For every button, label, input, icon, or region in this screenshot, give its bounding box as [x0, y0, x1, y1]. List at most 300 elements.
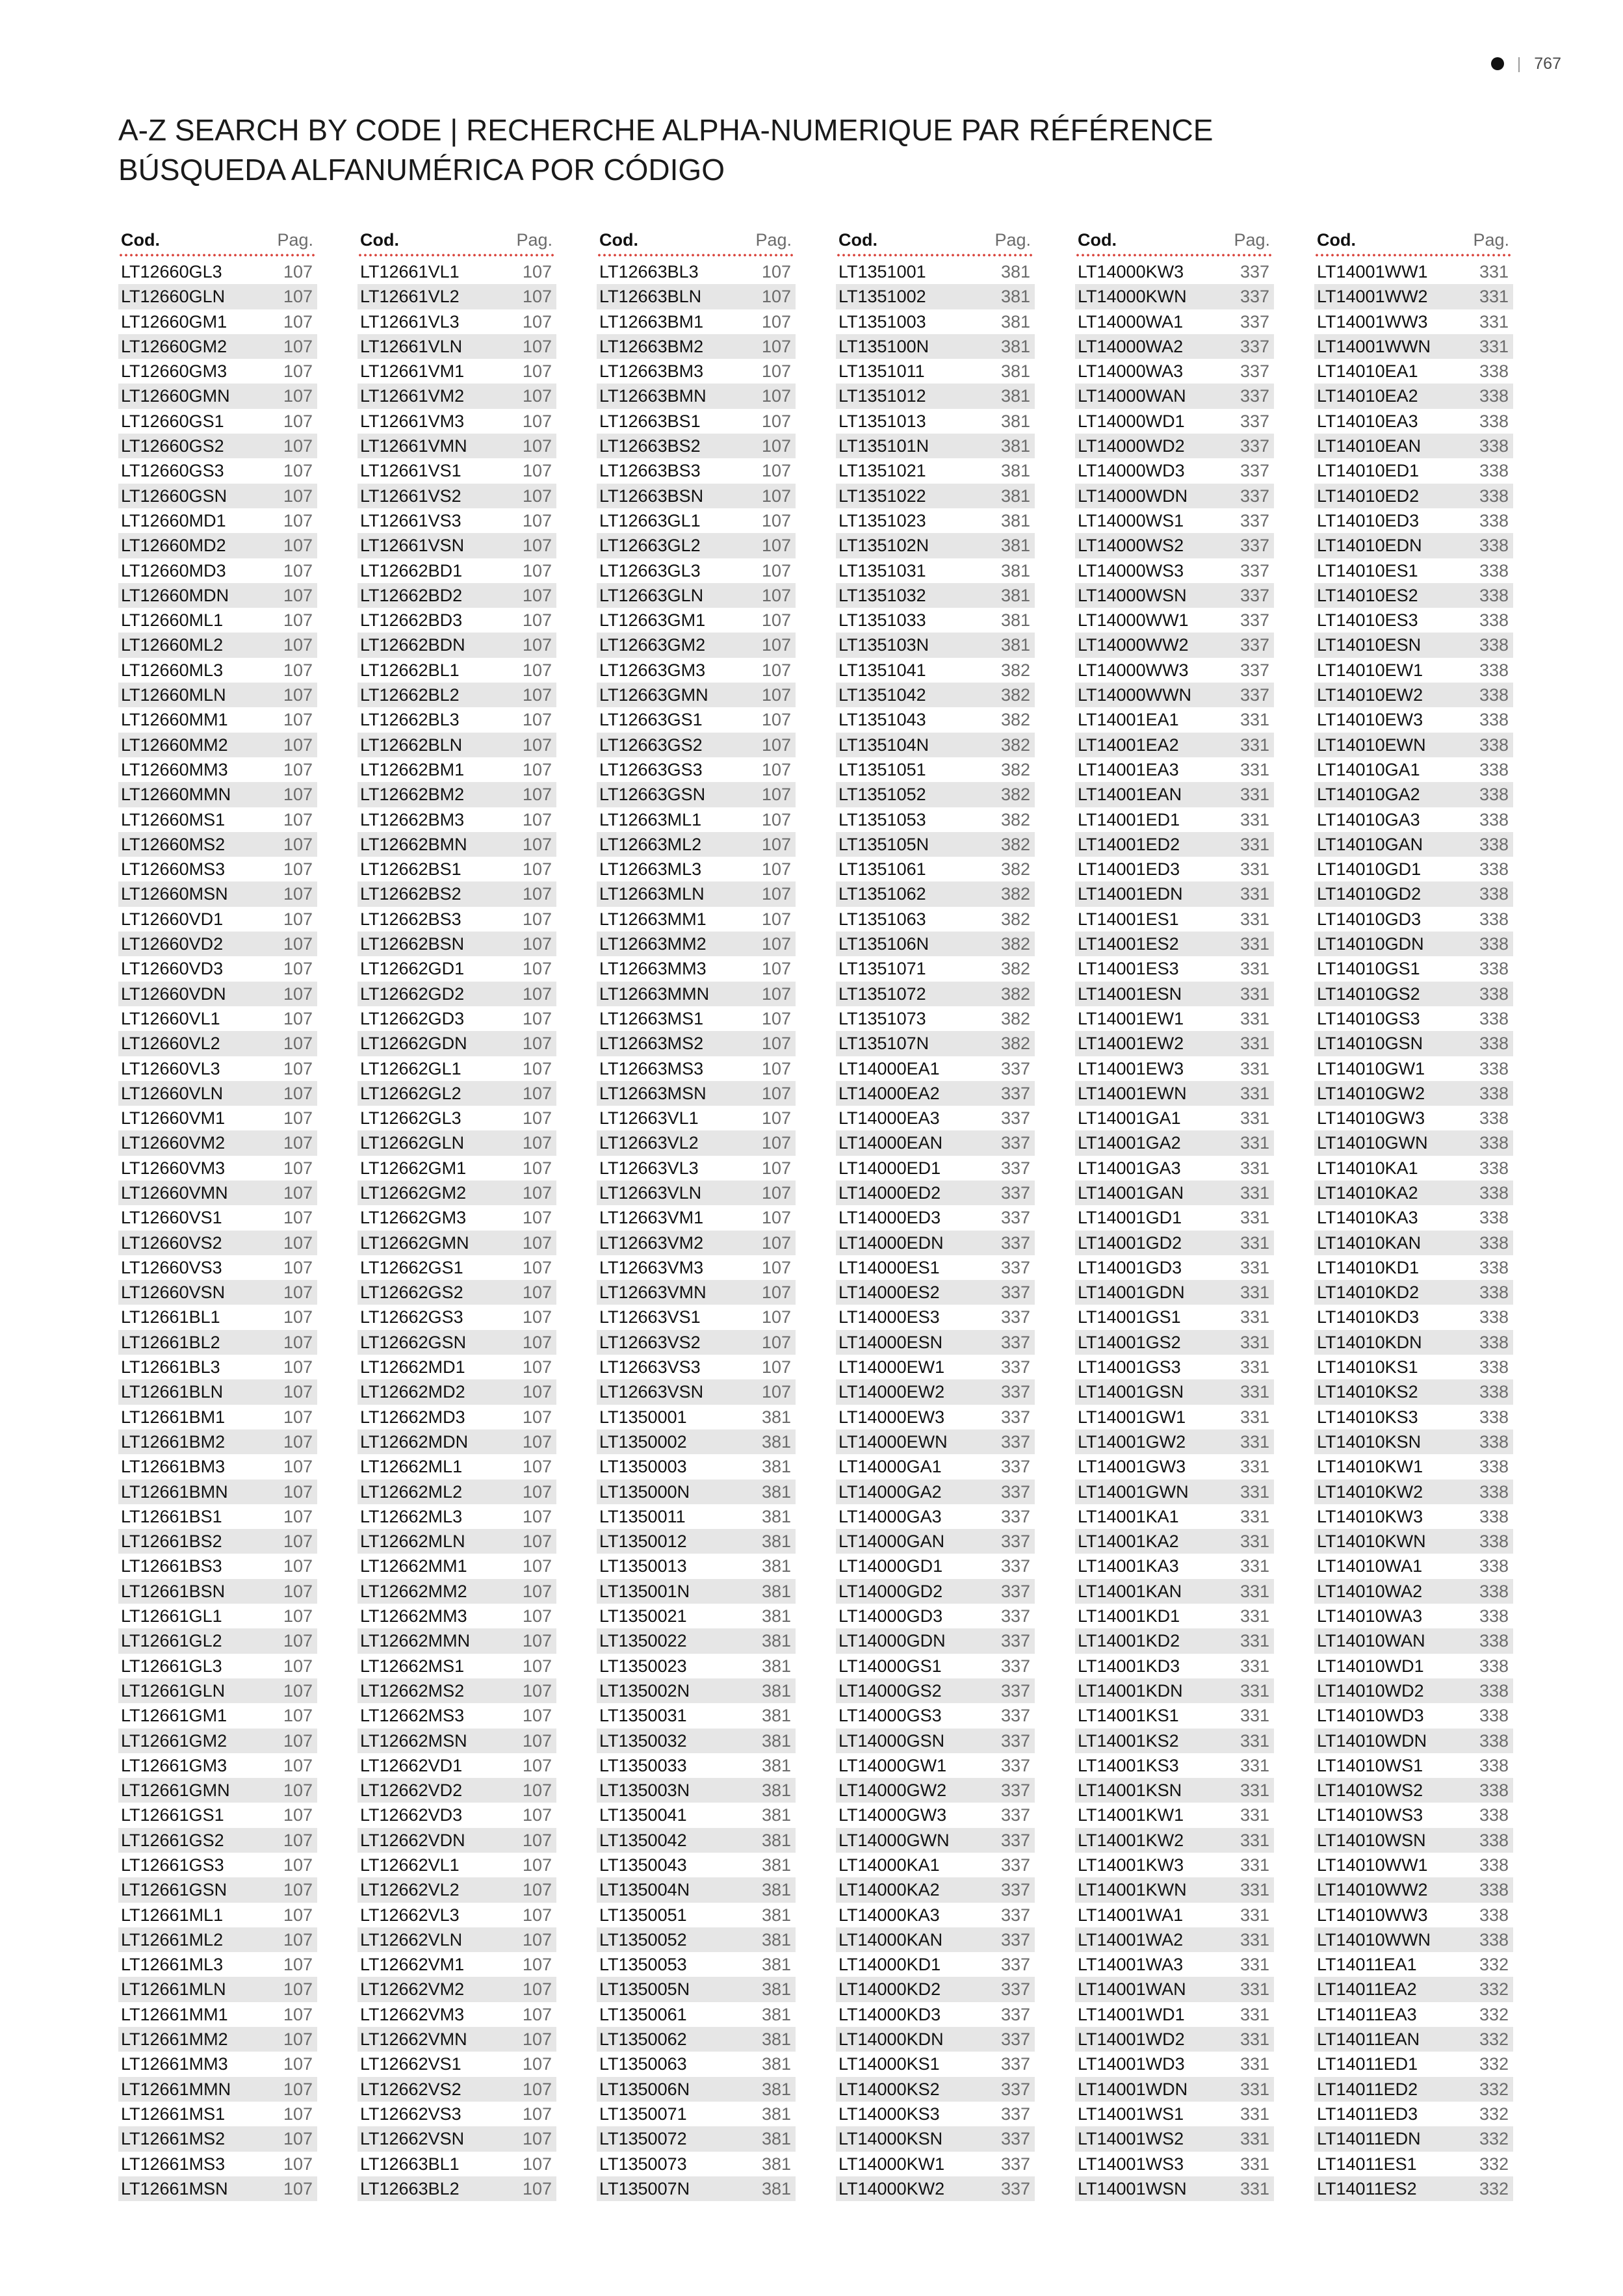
page-cell: 107 — [522, 1182, 552, 1203]
code-cell: LT14001WS2 — [1078, 2129, 1184, 2149]
code-cell: LT14000KSN — [838, 2129, 943, 2149]
code-cell: LT12663VL2 — [599, 1133, 699, 1153]
table-row — [1314, 1604, 1513, 1628]
code-cell: LT12662BS3 — [360, 909, 461, 929]
code-cell: LT14001GW2 — [1078, 1431, 1186, 1452]
page-cell: 107 — [283, 1108, 313, 1128]
code-cell: LT12662MD3 — [360, 1407, 465, 1427]
table-row — [836, 1529, 1035, 1554]
page-cell: 107 — [283, 1581, 313, 1601]
table-row — [357, 1031, 556, 1056]
code-cell: LT12663VS3 — [599, 1357, 701, 1377]
page-cell: 107 — [283, 411, 313, 431]
page-cell: 107 — [283, 1407, 313, 1427]
page-cell: 331 — [1240, 1182, 1269, 1203]
code-cell: LT135002N — [599, 1680, 690, 1701]
table-row — [357, 1977, 556, 2002]
table-row — [118, 2052, 317, 2076]
code-cell: LT14000WDN — [1078, 486, 1188, 506]
code-cell: LT14011EA2 — [1317, 1979, 1417, 2000]
page-cell: 107 — [283, 1781, 313, 1801]
table-row — [118, 484, 317, 508]
code-cell: LT12661BS3 — [121, 1556, 222, 1576]
table-row — [1314, 1205, 1513, 1230]
column-rows — [597, 259, 796, 2201]
page-cell: 331 — [1240, 2129, 1269, 2149]
code-cell: LT12662BM1 — [360, 759, 465, 779]
page-cell: 107 — [283, 610, 313, 631]
table-row — [597, 683, 796, 707]
page-cell: 337 — [1000, 1581, 1030, 1601]
table-row — [118, 832, 317, 857]
page-cell: 337 — [1000, 2104, 1030, 2124]
code-cell: LT14001WD3 — [1078, 2054, 1185, 2074]
table-row — [1314, 982, 1513, 1006]
table-row — [1075, 1903, 1274, 1927]
code-cell: LT14000GSN — [838, 1730, 945, 1751]
page-cell: 331 — [1240, 2154, 1269, 2174]
table-row — [357, 932, 556, 956]
table-row — [597, 2027, 796, 2052]
code-cell: LT14001KA3 — [1078, 1556, 1179, 1576]
page-cell: 107 — [283, 884, 313, 904]
table-row — [357, 484, 556, 508]
code-cell: LT12660MS1 — [121, 809, 226, 829]
page-cell: 331 — [1240, 1431, 1269, 1452]
table-row — [836, 907, 1035, 932]
table-row — [1314, 409, 1513, 434]
table-row — [1075, 2126, 1274, 2151]
table-row — [1314, 683, 1513, 707]
code-cell: LT14000WAN — [1078, 386, 1186, 406]
code-cell: LT14001WA2 — [1078, 1929, 1184, 1950]
page-cell: 107 — [522, 1133, 552, 1153]
page-cell: 332 — [1479, 1979, 1509, 2000]
table-row — [1314, 284, 1513, 309]
page-cell: 337 — [1000, 1781, 1030, 1801]
code-cell: LT12662BL3 — [360, 710, 460, 730]
table-row — [836, 1903, 1035, 1927]
page-cell: 338 — [1479, 1108, 1509, 1128]
code-cell: LT12661BM3 — [121, 1457, 226, 1477]
table-row — [118, 1006, 317, 1031]
table-row — [357, 1927, 556, 1952]
page-cell: 337 — [1000, 1208, 1030, 1228]
table-row — [597, 1579, 796, 1604]
table-row — [1075, 1927, 1274, 1952]
page-cell: 338 — [1479, 735, 1509, 755]
table-row — [836, 1231, 1035, 1255]
code-cell: LT12661MSN — [121, 2178, 228, 2198]
code-cell: LT14001GD2 — [1078, 1233, 1182, 1253]
page-cell: 107 — [522, 1457, 552, 1477]
table-row — [1075, 484, 1274, 508]
page-cell: 331 — [1240, 1008, 1269, 1028]
table-row — [836, 583, 1035, 608]
table-row — [357, 2002, 556, 2027]
page-cell: 107 — [522, 560, 552, 581]
code-cell: LT14000GDN — [838, 1631, 946, 1651]
page-cell: 107 — [761, 610, 791, 631]
page-cell: 107 — [522, 1805, 552, 1825]
table-row — [1314, 1927, 1513, 1952]
code-cell: LT14000KA3 — [838, 1905, 940, 1925]
code-cell: LT12660VSN — [121, 1283, 226, 1303]
page-cell: 107 — [283, 486, 313, 506]
table-row — [357, 1405, 556, 1429]
code-cell: LT12660VDN — [121, 984, 226, 1004]
page-cell: 331 — [1240, 909, 1269, 929]
code-cell: LT14001GA1 — [1078, 1108, 1181, 1128]
page-cell: 107 — [283, 685, 313, 705]
page-cell: 338 — [1479, 934, 1509, 954]
table-row — [836, 2027, 1035, 2052]
table-row — [118, 1156, 317, 1181]
code-cell: LT12662MM1 — [360, 1556, 467, 1576]
table-row — [118, 683, 317, 707]
page-cell: 338 — [1479, 1407, 1509, 1427]
table-row — [357, 508, 556, 533]
code-cell: LT14001EW2 — [1078, 1034, 1184, 1054]
code-cell: LT12662GS2 — [360, 1283, 463, 1303]
page-cell: 331 — [1240, 1506, 1269, 1526]
code-cell: LT12663ML3 — [599, 859, 702, 880]
page-cell: 107 — [761, 1083, 791, 1103]
code-cell: LT1351012 — [838, 386, 926, 406]
table-row — [597, 458, 796, 483]
code-cell: LT14001ESN — [1078, 984, 1182, 1004]
table-row — [1075, 1130, 1274, 1155]
page-cell: 107 — [761, 1182, 791, 1203]
code-cell: LT14001EW3 — [1078, 1058, 1184, 1078]
table-row — [1314, 1379, 1513, 1404]
column-header — [357, 226, 556, 257]
table-row — [836, 1379, 1035, 1404]
code-cell: LT14010KD1 — [1317, 1257, 1420, 1277]
table-row — [597, 284, 796, 309]
table-row — [597, 832, 796, 857]
code-cell: LT12662BL2 — [360, 685, 460, 705]
column-header-page: Pag. — [755, 230, 792, 250]
table-row — [836, 508, 1035, 533]
table-row — [836, 309, 1035, 334]
table-row — [1075, 1255, 1274, 1280]
table-row — [836, 259, 1035, 284]
table-row — [597, 1031, 796, 1056]
code-cell: LT14000GS3 — [838, 1706, 942, 1726]
code-cell: LT12662GM2 — [360, 1182, 467, 1203]
page-cell: 107 — [522, 2154, 552, 2174]
table-row — [836, 2152, 1035, 2176]
table-row — [597, 857, 796, 881]
page-cell: 338 — [1479, 361, 1509, 382]
table-row — [118, 284, 317, 309]
table-row — [1075, 1828, 1274, 1853]
table-row — [118, 1330, 317, 1355]
table-row — [357, 1156, 556, 1181]
table-row — [836, 1927, 1035, 1952]
code-cell: LT14010EA1 — [1317, 361, 1418, 382]
code-cell: LT12662MLN — [360, 1532, 465, 1552]
page-cell: 107 — [522, 710, 552, 730]
page-cell: 107 — [283, 386, 313, 406]
code-cell: LT14010KA3 — [1317, 1208, 1418, 1228]
table-row — [597, 1231, 796, 1255]
page-cell: 107 — [522, 2054, 552, 2074]
page-cell: 337 — [1000, 1532, 1030, 1552]
column-header — [1314, 226, 1513, 257]
table-row — [357, 1231, 556, 1255]
code-cell: LT12662MS1 — [360, 1656, 465, 1676]
index-column — [597, 226, 796, 2201]
page-number-separator: | — [1516, 55, 1522, 73]
table-row — [118, 1903, 317, 1927]
table-row — [1075, 458, 1274, 483]
table-row — [1075, 1628, 1274, 1653]
page-cell: 331 — [1240, 1706, 1269, 1726]
code-cell: LT12663GL3 — [599, 560, 701, 581]
code-cell: LT12660MD2 — [121, 536, 226, 556]
code-cell: LT12660GS1 — [121, 411, 224, 431]
table-row — [597, 1753, 796, 1778]
page-cell: 382 — [1000, 1008, 1030, 1028]
page-cell: 337 — [1000, 1830, 1030, 1850]
code-cell: LT12662VM1 — [360, 1955, 465, 1975]
page-cell: 107 — [283, 1208, 313, 1228]
page-cell: 381 — [761, 1581, 791, 1601]
code-cell: LT12661GMN — [121, 1781, 230, 1801]
page-cell: 382 — [1000, 710, 1030, 730]
table-row — [597, 1628, 796, 1653]
code-cell: LT12662VD1 — [360, 1755, 463, 1775]
page-cell: 107 — [761, 1208, 791, 1228]
code-cell: LT12663MS1 — [599, 1008, 704, 1028]
page-cell: 107 — [283, 2104, 313, 2124]
table-row — [597, 1006, 796, 1031]
page-cell: 337 — [1000, 1631, 1030, 1651]
page-cell: 107 — [522, 1158, 552, 1178]
table-row — [357, 1877, 556, 1902]
code-cell: LT1350073 — [599, 2154, 687, 2174]
bullet-icon — [1491, 57, 1504, 70]
page-cell: 107 — [761, 759, 791, 779]
code-cell: LT12660VD1 — [121, 909, 224, 929]
table-row — [1314, 2102, 1513, 2126]
table-row — [118, 1753, 317, 1778]
page-cell: 338 — [1479, 1257, 1509, 1277]
page-cell: 337 — [1000, 2129, 1030, 2149]
table-row — [836, 1106, 1035, 1130]
table-row — [836, 1305, 1035, 1329]
code-cell: LT12663BS2 — [599, 436, 701, 456]
code-cell: LT12663MLN — [599, 884, 705, 904]
code-cell: LT12662GDN — [360, 1034, 467, 1054]
page-cell: 381 — [1000, 336, 1030, 356]
code-cell: LT12662MM2 — [360, 1581, 467, 1601]
table-row — [118, 1604, 317, 1628]
table-row — [836, 384, 1035, 408]
page-cell: 107 — [761, 411, 791, 431]
table-row — [597, 1081, 796, 1106]
code-cell: LT1350013 — [599, 1556, 687, 1576]
code-cell: LT14000GD3 — [838, 1606, 943, 1626]
code-cell: LT12662GLN — [360, 1133, 465, 1153]
code-cell: LT14000EW3 — [838, 1407, 945, 1427]
table-row — [836, 2002, 1035, 2027]
page-cell: 381 — [761, 1457, 791, 1477]
page-cell: 381 — [761, 1855, 791, 1875]
page-cell: 331 — [1240, 2029, 1269, 2050]
code-cell: LT12660MS2 — [121, 834, 226, 854]
page-cell: 338 — [1479, 1083, 1509, 1103]
table-row — [118, 384, 317, 408]
table-row — [597, 1454, 796, 1479]
code-cell: LT14001WW3 — [1317, 311, 1428, 332]
table-row — [597, 633, 796, 657]
table-row — [1075, 832, 1274, 857]
table-row — [357, 1579, 556, 1604]
page-cell: 107 — [522, 635, 552, 655]
page-cell: 331 — [1240, 1581, 1269, 1601]
table-row — [118, 1255, 317, 1280]
table-row — [1314, 1504, 1513, 1529]
code-cell: LT12663GM2 — [599, 635, 706, 655]
page-title-line-1: A-Z SEARCH BY CODE | RECHERCHE ALPHA-NUMERIQUE PAR RÉFÉRENCE — [118, 113, 1214, 147]
code-cell: LT12663BSN — [599, 486, 704, 506]
table-row — [1075, 1006, 1274, 1031]
code-cell: LT14000GWN — [838, 1830, 950, 1850]
column-rows — [1314, 259, 1513, 2201]
code-cell: LT135001N — [599, 1581, 690, 1601]
page-cell: 331 — [1240, 1257, 1269, 1277]
code-cell: LT12663GM1 — [599, 610, 706, 631]
table-row — [597, 583, 796, 608]
table-row — [1314, 932, 1513, 956]
page-cell: 338 — [1479, 1182, 1509, 1203]
code-cell: LT12663BM3 — [599, 361, 704, 382]
table-row — [357, 309, 556, 334]
page-cell: 107 — [522, 1581, 552, 1601]
page-cell: 331 — [1240, 1656, 1269, 1676]
table-row — [597, 1504, 796, 1529]
table-row — [118, 1280, 317, 1305]
table-row — [836, 857, 1035, 881]
table-row — [1314, 757, 1513, 782]
code-cell: LT14001GA3 — [1078, 1158, 1181, 1178]
page-cell: 338 — [1479, 1283, 1509, 1303]
page-cell: 381 — [761, 1506, 791, 1526]
page-cell: 331 — [1240, 1382, 1269, 1402]
table-row — [118, 807, 317, 832]
code-cell: LT14000ES3 — [838, 1307, 940, 1327]
table-row — [1314, 1156, 1513, 1181]
code-cell: LT12662BS2 — [360, 884, 461, 904]
code-cell: LT14001EA1 — [1078, 710, 1179, 730]
page-cell: 107 — [283, 287, 313, 307]
table-row — [597, 434, 796, 458]
page-cell: 331 — [1240, 2079, 1269, 2099]
table-row — [597, 409, 796, 434]
code-cell: LT14001GA2 — [1078, 1133, 1181, 1153]
page-cell: 338 — [1479, 461, 1509, 481]
code-cell: LT12662VSN — [360, 2129, 465, 2149]
code-cell: LT14000KD2 — [838, 1979, 941, 2000]
code-cell: LT14001KS2 — [1078, 1730, 1179, 1751]
table-row — [357, 832, 556, 857]
table-row — [836, 1454, 1035, 1479]
page-cell: 381 — [761, 1979, 791, 2000]
table-row — [1075, 807, 1274, 832]
code-cell: LT14001WW2 — [1317, 287, 1428, 307]
table-row — [357, 807, 556, 832]
page-cell: 107 — [522, 660, 552, 680]
page-cell: 338 — [1479, 1382, 1509, 1402]
table-row — [357, 1130, 556, 1155]
table-row — [1314, 309, 1513, 334]
code-cell: LT14001GW3 — [1078, 1457, 1186, 1477]
table-row — [118, 1828, 317, 1853]
code-cell: LT1350052 — [599, 1929, 687, 1950]
page-cell: 107 — [761, 461, 791, 481]
table-row — [118, 1703, 317, 1728]
page-cell: 338 — [1479, 959, 1509, 979]
page-cell: 107 — [522, 859, 552, 880]
table-row — [1075, 1280, 1274, 1305]
table-row — [1075, 1106, 1274, 1130]
page-cell: 107 — [283, 1680, 313, 1701]
table-row — [118, 1480, 317, 1504]
page-cell: 107 — [522, 1656, 552, 1676]
page-cell: 338 — [1479, 560, 1509, 581]
page-cell: 381 — [761, 1680, 791, 1701]
table-row — [118, 881, 317, 906]
code-cell: LT14010GWN — [1317, 1133, 1428, 1153]
table-row — [597, 1355, 796, 1379]
code-cell: LT1350031 — [599, 1706, 687, 1726]
page-cell: 338 — [1479, 1332, 1509, 1352]
page-cell: 331 — [1240, 984, 1269, 1004]
code-cell: LT14010WW2 — [1317, 1880, 1428, 1900]
table-row — [836, 1006, 1035, 1031]
code-cell: LT14000KDN — [838, 2029, 944, 2050]
code-cell: LT1351032 — [838, 585, 926, 605]
code-cell: LT14001KD3 — [1078, 1656, 1180, 1676]
code-cell: LT1350012 — [599, 1532, 687, 1552]
table-row — [118, 2126, 317, 2151]
code-cell: LT12661VMN — [360, 436, 467, 456]
code-cell: LT14010WA3 — [1317, 1606, 1423, 1626]
page-cell: 107 — [283, 1955, 313, 1975]
code-cell: LT14010GAN — [1317, 834, 1423, 854]
code-cell: LT12663BS1 — [599, 411, 701, 431]
page-cell: 381 — [761, 1706, 791, 1726]
table-row — [357, 434, 556, 458]
page-cell: 331 — [1240, 1283, 1269, 1303]
code-cell: LT12662GS3 — [360, 1307, 463, 1327]
code-cell: LT12660MSN — [121, 884, 228, 904]
table-row — [1075, 956, 1274, 981]
code-cell: LT14001WWN — [1317, 336, 1431, 356]
code-cell: LT14000GS2 — [838, 1680, 942, 1701]
page-cell: 331 — [1240, 1357, 1269, 1377]
table-row — [1075, 259, 1274, 284]
page-cell: 107 — [283, 2054, 313, 2074]
code-cell: LT12662BSN — [360, 934, 465, 954]
table-row — [118, 508, 317, 533]
page-cell: 107 — [522, 809, 552, 829]
code-cell: LT12663MM3 — [599, 959, 707, 979]
column-header-code: Cod. — [838, 230, 877, 250]
